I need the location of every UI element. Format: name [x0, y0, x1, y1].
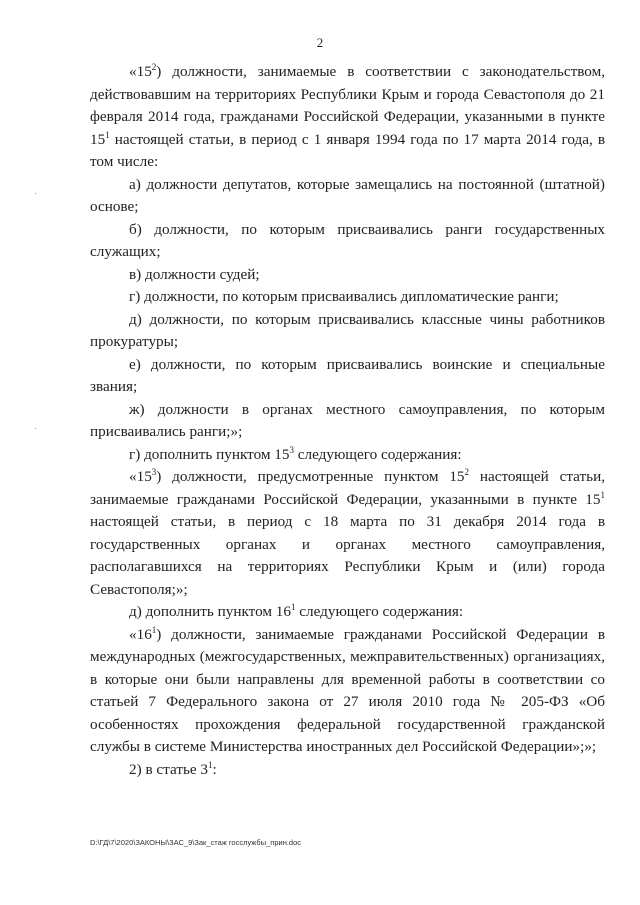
list-item-d: д) должности, по которым присваивались классные чины работников прокуратуры; [90, 310, 605, 350]
list-item-g: г) должности, по которым присваивались дипломатические ранги; [129, 288, 559, 305]
margin-mark [35, 428, 36, 429]
article-3-1-heading: 2) в статье $3^1$: [129, 759, 217, 778]
list-item-b: б) должности, по которым присваивались ранги государственных служащих; [90, 220, 605, 260]
file-path-footer: D:\ГД\7\2020\ЗАКОНЫ\ЗАС_9\Зак_стаж госслужбы_прин.doc [90, 838, 302, 847]
list-item-v: в) должности судей; [129, 265, 260, 283]
list-item-a: а) должности депутатов, которые замещались на постоянной (штатной) основе; [90, 175, 605, 215]
paragraph-15-2: «$15^2$) должности, занимаемые в соответствии с законодательством, действовавшим на территориях Республики Крым и города Севастополя до 21 февраля 2014 года, гражданами Российской Федерации, указанными в пункте $15^1$ настоящей статьи, в период с 1 января 1994 года по 17 марта 2014 года, в том числе: [90, 61, 605, 170]
page-number: 2 [316, 35, 324, 50]
amendment-g: г) дополнить пунктом $15^3$ следующего содержания: [129, 444, 462, 463]
document-body [90, 61, 605, 781]
margin-mark [35, 193, 36, 194]
paragraph-15-3: «$15^3$) должности, предусмотренные пунктом $15^2$ настоящей статьи, занимаемые гражданами Российской Федерации, указанными в пункте $15^1$ настоящей статьи, в период с 18 марта по 31 декабря 2014 года в государственных органах и органах местного самоуправления, располагавшихся на территориях Республики Крым и (или) города Севастополя;»; [90, 466, 605, 598]
list-item-zh: ж) должности в органах местного самоуправления, по которым присваивались ранги;»; [90, 400, 605, 440]
amendment-d: д) дополнить пунктом $16^1$ следующего содержания: [129, 601, 464, 620]
list-item-e: е) должности, по которым присваивались воинские и специальные звания; [90, 355, 605, 395]
paragraph-16-1: «$16^1$) должности, занимаемые гражданами Российской Федерации в международных (межгосударственных, межправительственных) организациях, в которые они были направлены для временной работы в соответствии со статьей 7 Федерального закона от 27 июля 2010 года № 205-ФЗ «Об особенностях прохождения федеральной государственной гражданской службы в системе Министерства иностранных дел Российской Федерации»;»; [90, 624, 605, 755]
